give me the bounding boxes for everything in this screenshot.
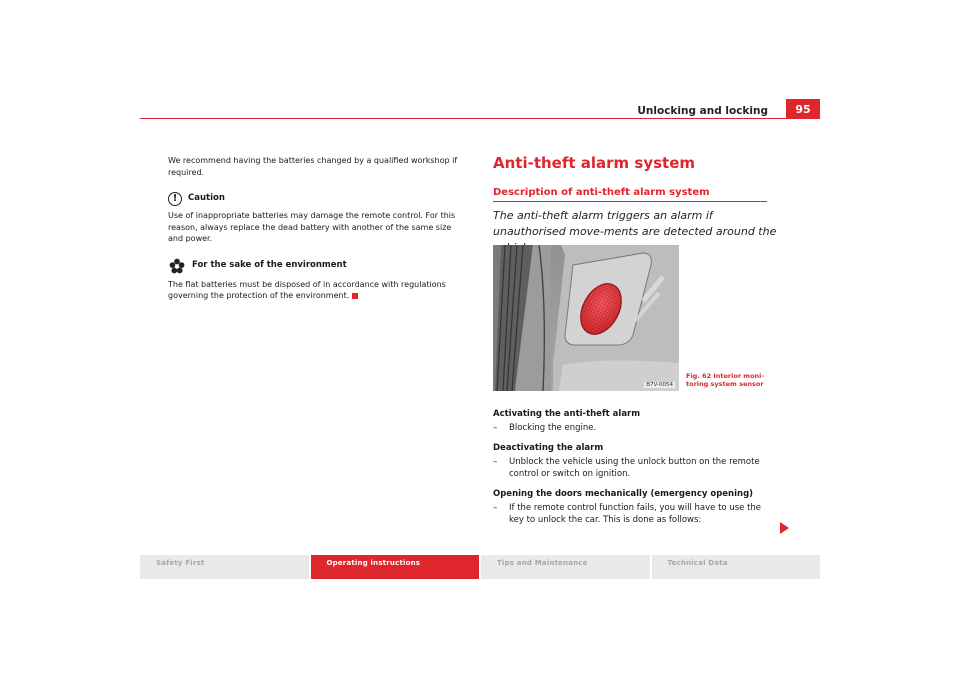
footer-nav: [140, 555, 820, 579]
figure-caption: Fig. 62 Interior moni-toring system sensor: [686, 372, 765, 388]
deactivate-step: [493, 456, 773, 480]
emergency-step-text: If the remote control function fails, you will have to use the key to unlock the car. This is done as follows:: [509, 503, 762, 525]
deactivate-heading: Deactivating the alarm: [493, 443, 604, 453]
activate-step-text: Blocking the engine.: [509, 423, 597, 433]
section-intro: The anti-theft alarm triggers an alarm if unauthorised move-ments are detected around the: [493, 209, 777, 238]
section-title: Anti-theft alarm system: [493, 154, 696, 172]
environment-text: [168, 279, 468, 302]
emergency-step: [493, 502, 773, 526]
activate-heading: Activating the anti-theft alarm: [493, 409, 641, 419]
figure-image-code: B7V-0054: [646, 382, 673, 388]
deactivate-step-text: Unblock the vehicle using the unlock button on the remote control or switch on ignition.: [509, 457, 760, 479]
caution-title: Caution: [188, 193, 225, 204]
next-page-arrow-icon[interactable]: [780, 522, 789, 534]
subsection-title: Description of anti-theft alarm system: [493, 187, 710, 198]
left-column: [168, 155, 468, 302]
environment-text-body: The flat batteries must be disposed of in accordance with regulations governing the protection of the environment.: [168, 279, 446, 300]
caution-heading: [168, 192, 468, 206]
footer-tab-technical-data[interactable]: Technical Data: [652, 555, 821, 579]
instructions: [493, 408, 773, 534]
emergency-heading: Opening the doors mechanically (emergency opening): [493, 489, 754, 499]
flower-icon: [168, 257, 186, 275]
environment-heading: [168, 257, 468, 275]
step-dash: –: [493, 457, 498, 467]
step-dash: –: [493, 423, 498, 433]
footer-tab-operating-instructions[interactable]: Operating instructions: [311, 555, 480, 579]
footer-tab-safety-first[interactable]: Safety First: [140, 555, 309, 579]
interior-sensor-illustration: [493, 245, 679, 391]
battery-intro-text: We recommend having the batteries changed by a qualified workshop if required.: [168, 156, 458, 177]
caution-icon: !: [168, 192, 182, 206]
step-dash: –: [493, 503, 498, 513]
figure-interior-sensor: [493, 245, 679, 391]
caution-text: Use of inappropriate batteries may damage the remote control. For this reason, always replace the dead battery with another of the same size and power.: [168, 211, 456, 243]
page-number: 95: [786, 99, 820, 119]
header-title: Unlocking and locking: [637, 105, 768, 117]
footer-tab-tips-and-maintenance[interactable]: Tips and Maintenance: [481, 555, 650, 579]
subsection-rule: [493, 201, 767, 202]
header-rule: [140, 118, 820, 119]
environment-title: For the sake of the environment: [192, 259, 347, 270]
activate-step: [493, 422, 773, 434]
section-end-mark: [352, 293, 358, 299]
